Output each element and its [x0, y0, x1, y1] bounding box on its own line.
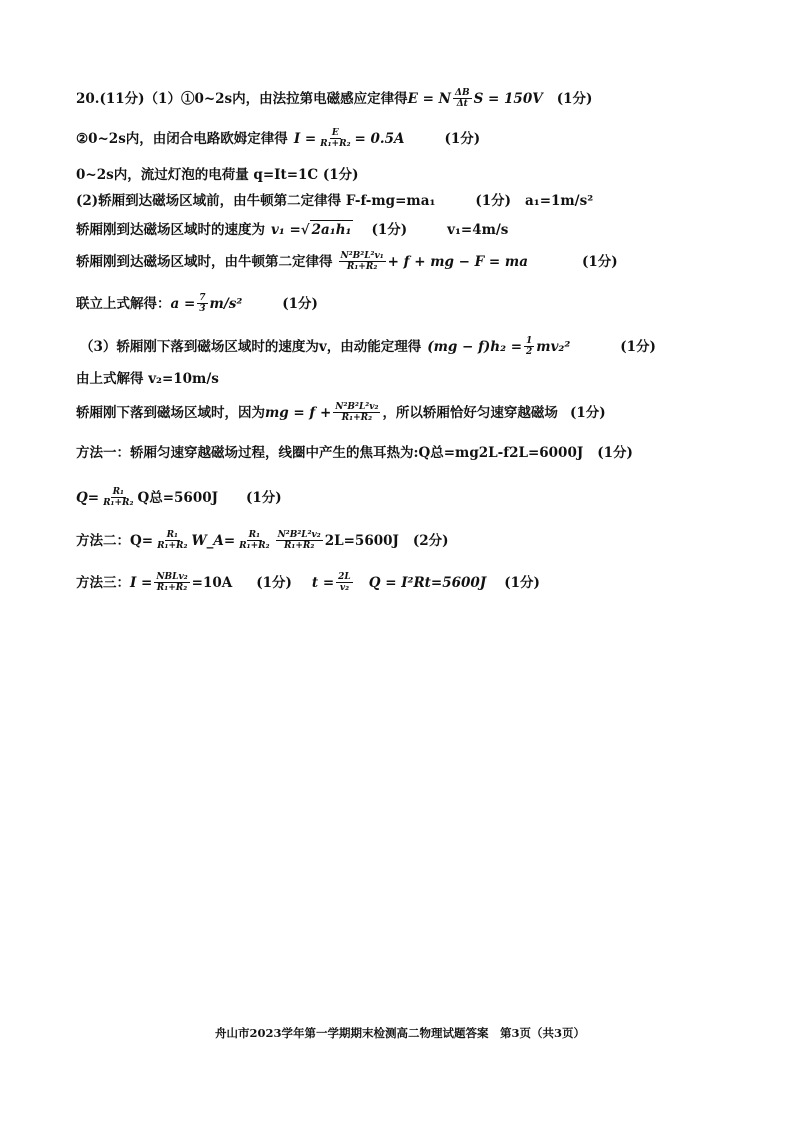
denominator: 2 [526, 347, 533, 357]
sqrt-sign: √ [300, 221, 310, 238]
answer-line-14 [76, 572, 540, 593]
answer-line-9 [76, 370, 219, 388]
math-rhs: + f + mg − F = ma [387, 253, 528, 270]
points-label: (1分) [597, 445, 633, 461]
fraction [453, 88, 472, 109]
answer-line-7 [76, 293, 318, 314]
math-lhs: I = [293, 130, 317, 147]
numerator: 7 [199, 293, 206, 303]
math-lhs: (mg − f)h₂ = [427, 338, 523, 355]
numerator: ΔB [454, 88, 470, 98]
math-rhs: 2L=5600J [324, 532, 399, 549]
line-text: 由上式解得 v₂=10m/s [76, 371, 219, 387]
line-text: 0~2s内，流过灯泡的电荷量 q=It=1C (1分) [76, 167, 359, 183]
math-rhs: mv₂² [536, 338, 571, 355]
line-text: (2)轿厢到达磁场区域前，由牛顿第二定律得 F-f-mg=ma₁ [76, 193, 436, 209]
points-label: (1分) [444, 130, 481, 147]
denominator: R₁+R₂ [103, 498, 134, 508]
math-lhs: a = [170, 295, 196, 312]
line-text: 20.(11分)（1）①0~2s内，由法拉第电磁感应定律得 [76, 90, 408, 107]
fraction [155, 530, 189, 551]
line-text: 轿厢刚到达磁场区域时，由牛顿第二定律得 [76, 253, 333, 270]
answer-line-2 [76, 128, 480, 149]
points-label: (1分) [246, 489, 282, 506]
denominator: v₂ [339, 583, 350, 593]
denominator: R₁+R₂ [156, 583, 188, 593]
answer-line-4 [76, 192, 593, 210]
points-label: (1分) [620, 338, 656, 355]
denominator: Δt [456, 99, 468, 109]
points-label: (1分) [556, 90, 593, 107]
numerator: N²B²L²v₁ [340, 251, 384, 261]
line-text: 轿厢刚到达磁场区域时的速度为 [76, 221, 265, 238]
fraction [524, 336, 534, 357]
numerator: R₁ [166, 530, 178, 540]
points-label: (1分) [282, 295, 318, 312]
math-rhs: m/s² [209, 295, 243, 312]
numerator: R₁ [112, 487, 124, 497]
math-rhs: S = 150V [473, 90, 543, 107]
denominator: R₁+R₂ [341, 413, 373, 423]
math-lhs: I = [130, 574, 153, 591]
math-lhs: Q= [76, 489, 100, 506]
math-rhs: Q = I²Rt=5600J [368, 574, 487, 591]
denominator: R₁+R₂ [346, 262, 378, 272]
line-text: 轿厢刚下落到磁场区域时，因为 [76, 404, 265, 421]
fraction [276, 530, 323, 551]
answer-line-6 [76, 251, 618, 272]
numerator: N²B²L²v₂ [277, 530, 321, 540]
points-label: (1分) [475, 193, 512, 209]
math-lhs: E = N [407, 90, 451, 107]
math-rhs: = 0.5A [354, 130, 405, 147]
line-text: 方法三： [76, 574, 130, 591]
line-text: 联立上式解得： [76, 295, 171, 312]
sqrt-content: 2a₁h₁ [311, 222, 352, 238]
line-text: 方法二：Q= [76, 532, 154, 549]
page-footer: 舟山市2023学年第一学期期末检测高二物理试题答案 第3页（共3页） [214, 1026, 585, 1040]
numerator: 2L [338, 572, 351, 582]
answer-line-10 [76, 402, 606, 423]
math-lhs: v₁ = [271, 221, 301, 238]
line-text: 方法一：轿厢匀速穿越磁场过程，线圈中产生的焦耳热为:Q总=mg2L-f2L=6000J [76, 445, 584, 461]
answer-line-11 [76, 444, 633, 462]
result-value: a₁=1m/s² [525, 193, 594, 209]
numerator: NBLv₂ [156, 572, 188, 582]
fraction [154, 572, 189, 593]
result-value: v₁=4m/s [447, 221, 509, 238]
answer-line-1 [76, 88, 592, 109]
answer-line-12 [76, 487, 282, 508]
answer-line-8 [80, 336, 656, 357]
math-t: t = [311, 574, 335, 591]
denominator: R₁+R₂ [239, 541, 270, 551]
fraction [333, 402, 380, 423]
fraction [237, 530, 271, 551]
fraction [336, 572, 353, 593]
points-label: (1分) [504, 574, 540, 591]
answer-line-5 [76, 220, 508, 239]
denominator: R₁+R₂ [157, 541, 188, 551]
answer-line-13 [76, 530, 449, 551]
math-rhs: Q总=5600J [137, 489, 219, 506]
points-label: (1分) [581, 253, 618, 270]
points-label: (1分) [256, 574, 292, 591]
math-mid: W_A= [191, 532, 236, 549]
fraction [339, 251, 386, 272]
denominator: 3 [199, 304, 206, 314]
points-label: (1分) [569, 404, 606, 421]
numerator: N²B²L²v₂ [335, 402, 379, 412]
numerator: E [331, 128, 339, 138]
math-mid: =10A [191, 574, 233, 591]
fraction [318, 128, 352, 149]
numerator: 1 [526, 336, 533, 346]
points-label: (2分) [412, 532, 449, 549]
line-text: （3）轿厢刚下落到磁场区域时的速度为v，由动能定理得 [80, 338, 422, 355]
points-label: (1分) [371, 221, 408, 238]
answer-line-3 [76, 166, 359, 184]
denominator: R₁+R₂ [283, 541, 315, 551]
fraction [197, 293, 207, 314]
denominator: R₁+R₂ [320, 139, 351, 149]
line-text: ②0~2s内，由闭合电路欧姆定律得 [76, 130, 288, 147]
line-text-tail: ，所以轿厢恰好匀速穿越磁场 [382, 404, 558, 421]
fraction [101, 487, 135, 508]
math-lhs: mg = f + [265, 404, 332, 421]
numerator: R₁ [248, 530, 261, 540]
